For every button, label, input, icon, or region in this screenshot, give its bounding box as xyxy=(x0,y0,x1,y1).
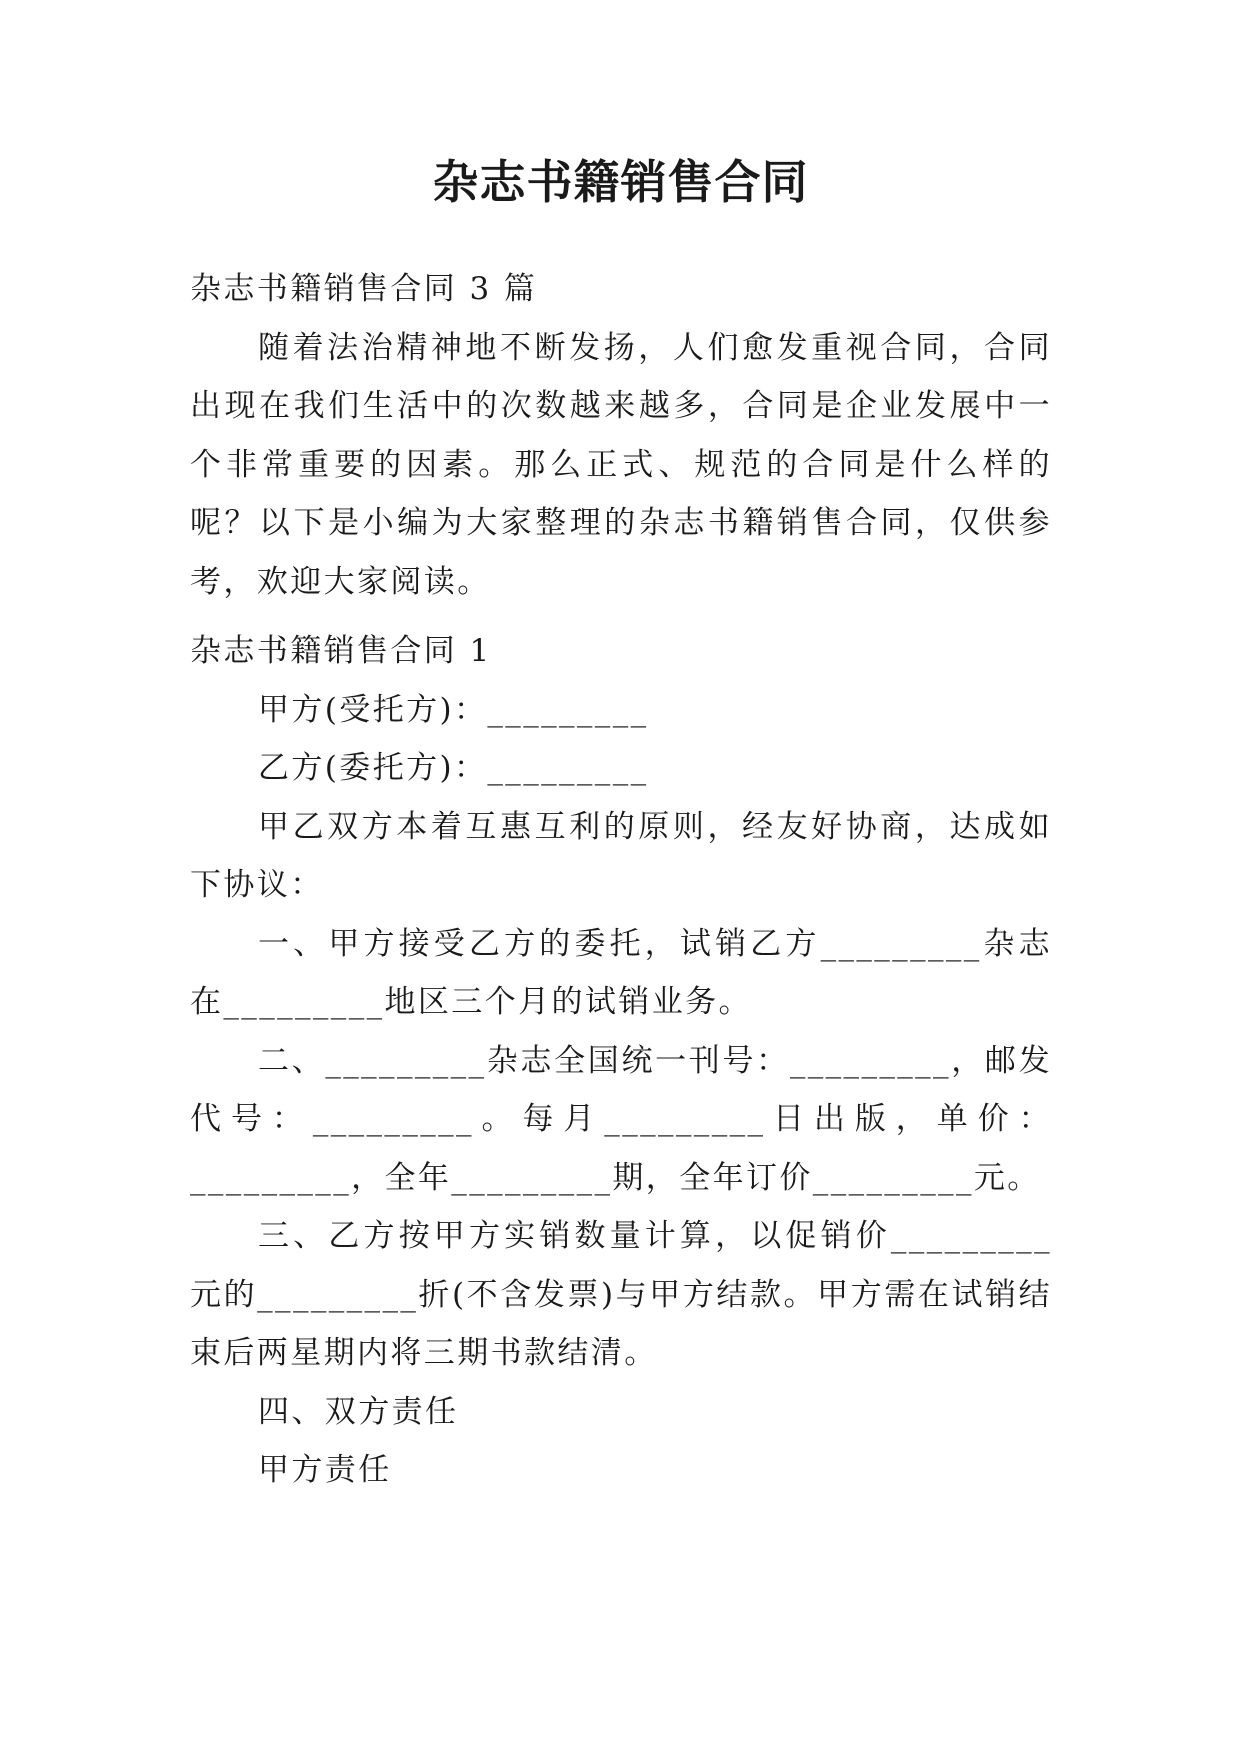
party-a-line: 甲方(受托方)：_________ xyxy=(258,691,649,728)
clause-3: 三、乙方按甲方实销数量计算，以促销价_________元的_________折(不含发票)与甲方结款。甲方需在试销结束后两星期内将三期书款结清。 xyxy=(190,1218,1052,1371)
document-title: 杂志书籍销售合同 xyxy=(432,155,809,209)
contract-section xyxy=(190,622,1052,1500)
party-b-line: 乙方(委托方)：_________ xyxy=(258,750,649,786)
section-heading: 杂志书籍销售合同 3 篇 xyxy=(190,271,538,307)
agreement-intro: 甲乙双方本着互惠互利的原则，经友好协商，达成如下协议： xyxy=(190,808,1052,903)
party-a-duty: 甲方责任 xyxy=(258,1452,392,1488)
clause-1: 一、甲方接受乙方的委托，试销乙方_________杂志在_________地区三个月的试销业务。 xyxy=(190,925,1052,1020)
intro-section xyxy=(190,260,1052,611)
clause-4: 四、双方责任 xyxy=(258,1393,459,1430)
clause-2: 二、_________杂志全国统一刊号：_________，邮发代号：_________。每月_________日出版，单价：_________，全年_________期，全年订价_________元。 xyxy=(190,1042,1052,1196)
contract-heading: 杂志书籍销售合同 1 xyxy=(190,633,492,669)
intro-paragraph: 随着法治精神地不断发扬，人们愈发重视合同，合同出现在我们生活中的次数越来越多，合同是企业发展中一个非常重要的因素。那么正式、规范的合同是什么样的呢？以下是小编为大家整理的杂志书籍销售合同，仅供参考，欢迎大家阅读。 xyxy=(190,329,1052,600)
